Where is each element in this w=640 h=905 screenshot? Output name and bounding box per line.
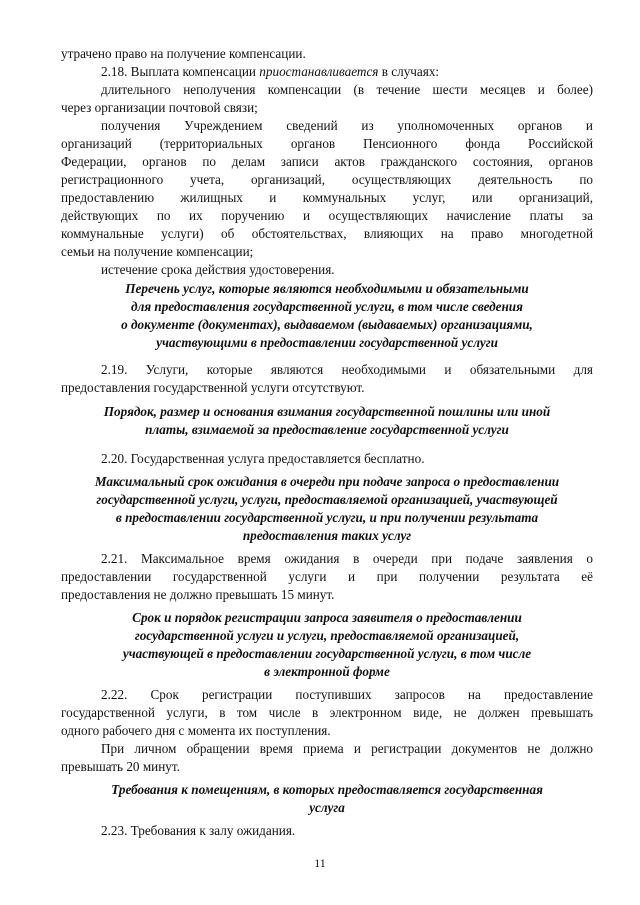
section-heading-line: предоставления таких услуг (242, 528, 412, 543)
text-line: 2.23. Требования к залу ожидания. (101, 823, 296, 838)
text-line: утрачено право на получение компенсации. (61, 46, 306, 61)
text-line: одного рабочего дня с момента их поступления. (61, 723, 331, 738)
text-line: регистрационного учета, организаций, осуществляющих деятельность по (61, 172, 593, 187)
text-line: длительного неполучения компенсации (в течение шести месяцев и более) (101, 82, 593, 97)
paragraph-2-18-line (101, 64, 593, 80)
text-line: предоставления государственной услуги отсутствуют. (61, 380, 365, 395)
text-span: 2.18. Выплата компенсации (101, 64, 260, 79)
text-line: предоставлению жилищных и коммунальных услуг, или организаций, (61, 190, 593, 205)
section-heading-line: Требования к помещениям, в которых предоставляется государственная (111, 782, 543, 797)
section-heading-line: услуга (309, 800, 345, 815)
text-line: государственной услуги, в том числе в электронном виде, не должен превышать (61, 705, 593, 720)
section-heading-line: участвующей в предоставлении государственной услуги, в том числе (122, 646, 532, 661)
section-heading-line: государственной услуги и услуги, предоставляемой организацией, (134, 628, 520, 643)
section-heading-line: о документе (документах), выдаваемом (выдаваемых) организациями, (121, 317, 533, 332)
text-line: предоставлении государственной услуги и при получении результата её (61, 569, 593, 584)
text-line: Федерации, органов по делам записи актов гражданского состояния, органов (61, 154, 593, 169)
section-heading-line: Перечень услуг, которые являются необходимыми и обязательными (125, 281, 529, 296)
section-heading-line: участвующими в предоставлении государственной услуги (156, 335, 498, 350)
text-line: 2.20. Государственная услуга предоставляется бесплатно. (101, 451, 425, 466)
section-heading-line: платы, взимаемой за предоставление государственной услуги (145, 422, 509, 437)
text-line: организаций (территориальных органов Пенсионного фонда Российской (61, 136, 593, 151)
text-line: получения Учреждением сведений из уполномоченных органов и (101, 118, 593, 133)
text-line: При личном обращении время приема и регистрации документов не должно (101, 741, 593, 756)
text-line: истечение срока действия удостоверения. (101, 262, 335, 277)
section-heading-line: Максимальный срок ожидания в очереди при подаче запроса о предоставлении (94, 474, 560, 489)
section-heading-line: Срок и порядок регистрации запроса заявителя о предоставлении (132, 610, 522, 625)
text-line: 2.21. Максимальное время ожидания в очереди при подаче заявления о (101, 551, 593, 566)
section-heading-line: в предоставлении государственной услуги, и при получении результата (115, 510, 539, 525)
page-number: 11 (314, 856, 326, 870)
text-line: коммунальные услуги) об обстоятельствах, влияющих на право многодетной (61, 226, 593, 241)
text-line: превышать 20 минут. (61, 759, 180, 774)
section-heading-line: для предоставления государственной услуги, в том числе сведения (131, 299, 523, 314)
text-line: 2.22. Срок регистрации поступивших запросов на предоставление (101, 687, 593, 702)
text-line: семьи на получение компенсации; (61, 244, 254, 259)
text-line: предоставления не должно превышать 15 минут. (61, 587, 335, 602)
text-line: 2.19. Услуги, которые являются необходимыми и обязательными для (101, 362, 593, 377)
text-line: действующих по их поручению и осуществляющих начисление платы за (61, 208, 593, 223)
section-heading-line: государственной услуги, услуги, предоставляемой организацией, участвующей (96, 492, 558, 507)
section-heading-line: в электронной форме (264, 664, 390, 679)
text-span: в случаях: (378, 64, 440, 79)
text-line: через организации почтовой связи; (61, 100, 258, 115)
section-heading-line: Порядок, размер и основания взимания государственной пошлины или иной (103, 404, 551, 419)
emphasis-text: приостанавливается (259, 64, 379, 79)
